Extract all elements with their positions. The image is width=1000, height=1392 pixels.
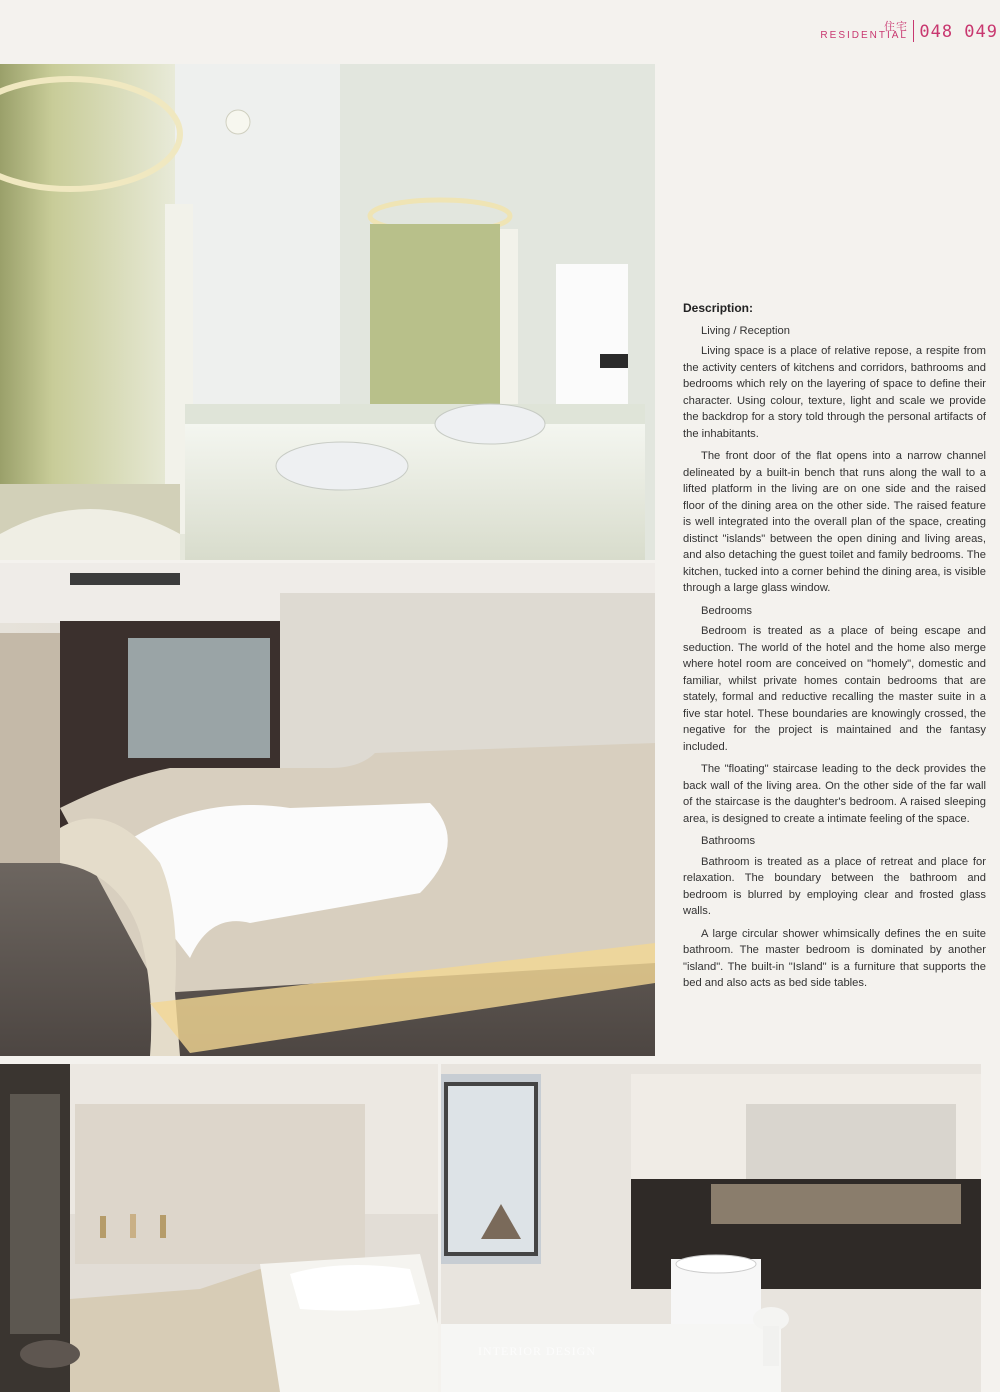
subheading-living: Living / Reception xyxy=(701,324,790,337)
section-label-en: RESIDENTIAL xyxy=(820,30,908,41)
subheading-bathrooms: Bathrooms xyxy=(701,835,756,847)
section-label-cn: 住宅 xyxy=(884,21,908,33)
header-divider xyxy=(913,20,914,42)
photo-master-bedroom xyxy=(0,563,655,1056)
description-heading: Description: xyxy=(683,301,754,315)
subheading-bedrooms: Bedrooms xyxy=(701,604,752,617)
paragraph-bedrooms-2: The "floating" staircase leading to the deck provides the back wall of the living area. On the other side of the far wall of the staircase is the daughter's bedroom. A raised sleeping area, is designed to create a intimate feeling of the space. xyxy=(683,763,986,825)
page-header xyxy=(738,18,998,44)
paragraph-bathrooms-2: A large circular shower whimsically defines the en suite bathroom. The master bedroom is dominated by another "island". The built-in "Island" is a furniture that supports the bed and also acts as bed side tables. xyxy=(683,927,986,989)
paragraph-living-2: The front door of the flat opens into a narrow channel delineated by a built-in bench that runs along the wall to a lifted platform in the living are on one side and the raised floor of the dining area on the other side. The raised feature is well integrated into the overall plan of the space, creating distinct "islands" between the open dining and living areas, and also detaching the guest toilet and family bedrooms. The kitchen, tucked into a corner behind the dining area, is visible through a large glass window. xyxy=(683,450,986,594)
photo-bathroom-shower xyxy=(0,64,655,560)
description-column xyxy=(683,300,986,998)
paragraph-bedrooms-1: Bedroom is treated as a place of being escape and seduction. The world of the hotel and the home also merge where hotel room are conceived on "homely", domestic and familiar, whilst private homes contain bedrooms that are stately, formal and reductive recalling the master suite in a five star hotel. These boundaries are knowingly crossed, the negative for the project is maintained and the fantasy included. xyxy=(683,625,986,753)
watermark: INTERIOR DESIGN xyxy=(478,1344,596,1358)
paragraph-living-1: Living space is a place of relative repose, a respite from the activity centers of kitchens and corridors, bathrooms and bedrooms which rely on the layering of space to define their character. Using colour, texture, light and scale we provide the backdrop for a story told through the personal artifacts of the inhabitants. xyxy=(683,345,986,440)
photo-ensuite-bathroom xyxy=(441,1064,981,1392)
page-numbers: 048 049 xyxy=(919,22,998,42)
paragraph-bathrooms-1: Bathroom is treated as a place of retreat and place for relaxation. The boundary between the bathroom and bedroom is blurred by employing clear and frosted glass walls. xyxy=(683,855,986,917)
photo-daughter-bedroom xyxy=(0,1064,438,1392)
